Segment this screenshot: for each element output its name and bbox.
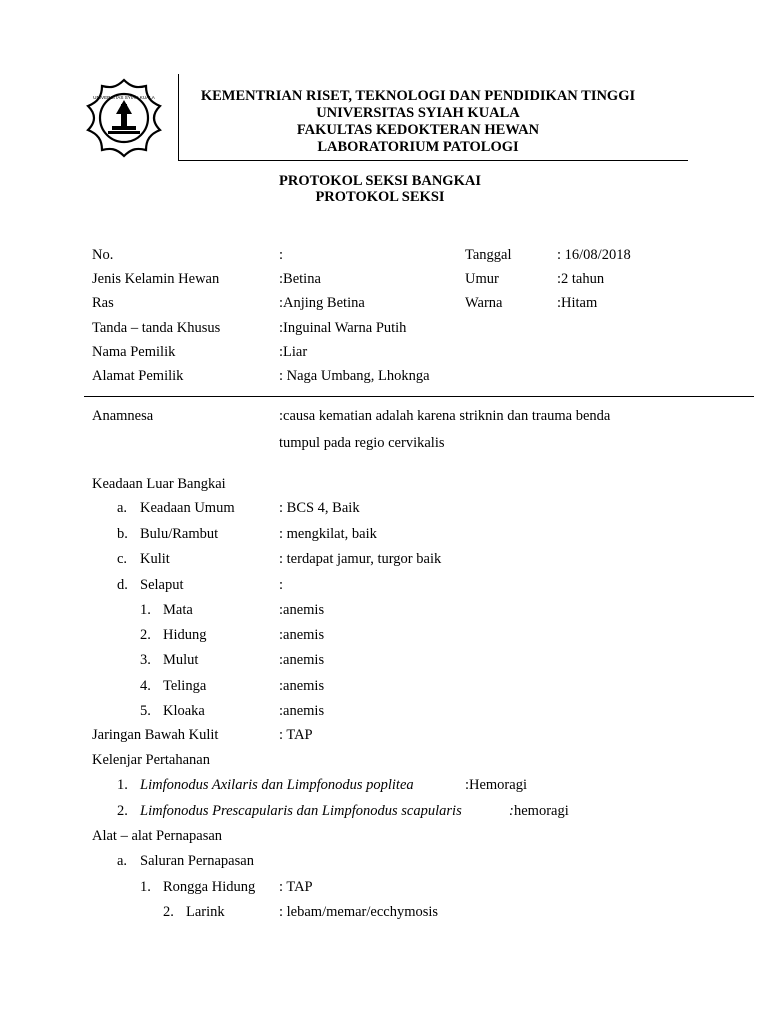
selaput-label-mulut: Mulut: [163, 652, 199, 668]
keadaan-label-kulit: Kulit: [140, 551, 170, 567]
section-divider: [84, 396, 754, 397]
info-value-nama-pemilik: :Liar: [279, 344, 308, 360]
selaput-marker: 1.: [140, 602, 151, 618]
document-subtitle: PROTOKOL SEKSI: [315, 189, 445, 205]
anamnesa-text-line1: :causa kematian adalah karena striknin dan trauma benda: [279, 408, 611, 424]
kelenjar-colon-axilaris: :: [465, 777, 470, 793]
logo-text: UNIVERSITAS SYIAH KUALA: [93, 95, 155, 100]
selaput-value-hidung: :anemis: [279, 627, 325, 643]
selaput-marker: 5.: [140, 703, 151, 719]
pernapasan-label-larink: Larink: [186, 904, 225, 920]
keadaan-luar-heading: Keadaan Luar Bangkai: [92, 476, 226, 492]
kelenjar-heading: Kelenjar Pertahanan: [92, 752, 210, 768]
jaringan-label: Jaringan Bawah Kulit: [92, 727, 219, 743]
pernapasan-marker: 1.: [140, 879, 151, 895]
selaput-value-telinga: :anemis: [279, 678, 325, 694]
info-label-tanggal: Tanggal: [465, 247, 512, 263]
selaput-marker: 3.: [140, 652, 151, 668]
info-label-ras: Ras: [92, 295, 114, 311]
pernapasan-value-larink: : lebam/memar/ecchymosis: [279, 904, 439, 920]
keadaan-value-selaput: :: [279, 577, 284, 593]
selaput-value-kloaka: :anemis: [279, 703, 325, 719]
info-label-jenis-kelamin: Jenis Kelamin Hewan: [92, 271, 220, 287]
kelenjar-label-prescapularis: Limfonodus Prescapularis dan Limpfonodus scapularis: [140, 803, 462, 819]
jaringan-value: : TAP: [279, 727, 313, 743]
keadaan-label-bulu: Bulu/Rambut: [140, 526, 219, 542]
info-value-umur: :2 tahun: [557, 271, 605, 287]
header-line-university: UNIVERSITAS SYIAH KUALA: [316, 105, 520, 121]
keadaan-value-bulu: : mengkilat, baik: [279, 526, 377, 542]
info-label-no: No.: [92, 247, 114, 263]
kelenjar-marker: 2.: [117, 803, 128, 819]
selaput-value-mulut: :anemis: [279, 652, 325, 668]
keadaan-label-selaput: Selaput: [140, 577, 184, 593]
info-value-ras: :Anjing Betina: [279, 295, 365, 311]
keadaan-marker: d.: [117, 577, 128, 593]
anamnesa-text-line2: tumpul pada regio cervikalis: [279, 435, 445, 451]
keadaan-value-umum: : BCS 4, Baik: [279, 500, 360, 516]
selaput-marker: 2.: [140, 627, 151, 643]
pernapasan-sub-label: Saluran Pernapasan: [140, 853, 254, 869]
info-value-warna: :Hitam: [557, 295, 598, 311]
info-label-umur: Umur: [465, 271, 499, 287]
pernapasan-sub-marker: a.: [117, 853, 128, 869]
keadaan-marker: b.: [117, 526, 128, 542]
kelenjar-value-axilaris: Hemoragi: [469, 777, 527, 793]
info-label-alamat-pemilik: Alamat Pemilik: [92, 368, 184, 384]
logo-emblem: [108, 100, 140, 134]
keadaan-label-umum: Keadaan Umum: [140, 500, 235, 516]
anamnesa-label: Anamnesa: [92, 408, 154, 424]
university-logo: [80, 74, 168, 162]
selaput-label-telinga: Telinga: [163, 678, 207, 694]
keadaan-marker: a.: [117, 500, 128, 516]
pernapasan-heading: Alat – alat Pernapasan: [92, 828, 223, 844]
pernapasan-label-rongga-hidung: Rongga Hidung: [163, 879, 256, 895]
kelenjar-colon-prescapularis: :: [509, 803, 514, 819]
header-horizontal-rule: [178, 160, 688, 161]
header-vertical-divider: [178, 74, 179, 160]
selaput-label-hidung: Hidung: [163, 627, 207, 643]
kelenjar-marker: 1.: [117, 777, 128, 793]
pernapasan-marker: 2.: [163, 904, 174, 920]
document-title: PROTOKOL SEKSI BANGKAI: [279, 173, 481, 189]
header-line-ministry: KEMENTRIAN RISET, TEKNOLOGI DAN PENDIDIKAN TINGGI: [200, 88, 636, 104]
kelenjar-value-prescapularis: hemoragi: [514, 803, 569, 819]
info-value-tanggal: : 16/08/2018: [557, 247, 631, 263]
info-value-alamat-pemilik: : Naga Umbang, Lhoknga: [279, 368, 430, 384]
info-value-no: :: [279, 247, 284, 263]
keadaan-value-kulit: : terdapat jamur, turgor baik: [279, 551, 442, 567]
info-label-nama-pemilik: Nama Pemilik: [92, 344, 176, 360]
info-label-tanda-khusus: Tanda – tanda Khusus: [92, 320, 221, 336]
header-line-laboratory: LABORATORIUM PATOLOGI: [317, 139, 519, 155]
selaput-marker: 4.: [140, 678, 151, 694]
kelenjar-label-axilaris: Limfonodus Axilaris dan Limpfonodus poplitea: [140, 777, 414, 793]
selaput-label-mata: Mata: [163, 602, 193, 618]
info-value-tanda-khusus: :Inguinal Warna Putih: [279, 320, 407, 336]
info-value-jenis-kelamin: :Betina: [279, 271, 321, 287]
selaput-value-mata: :anemis: [279, 602, 325, 618]
info-label-warna: Warna: [465, 295, 503, 311]
keadaan-marker: c.: [117, 551, 128, 567]
selaput-label-kloaka: Kloaka: [163, 703, 205, 719]
header-line-faculty: FAKULTAS KEDOKTERAN HEWAN: [296, 122, 540, 138]
pernapasan-value-rongga-hidung: : TAP: [279, 879, 313, 895]
